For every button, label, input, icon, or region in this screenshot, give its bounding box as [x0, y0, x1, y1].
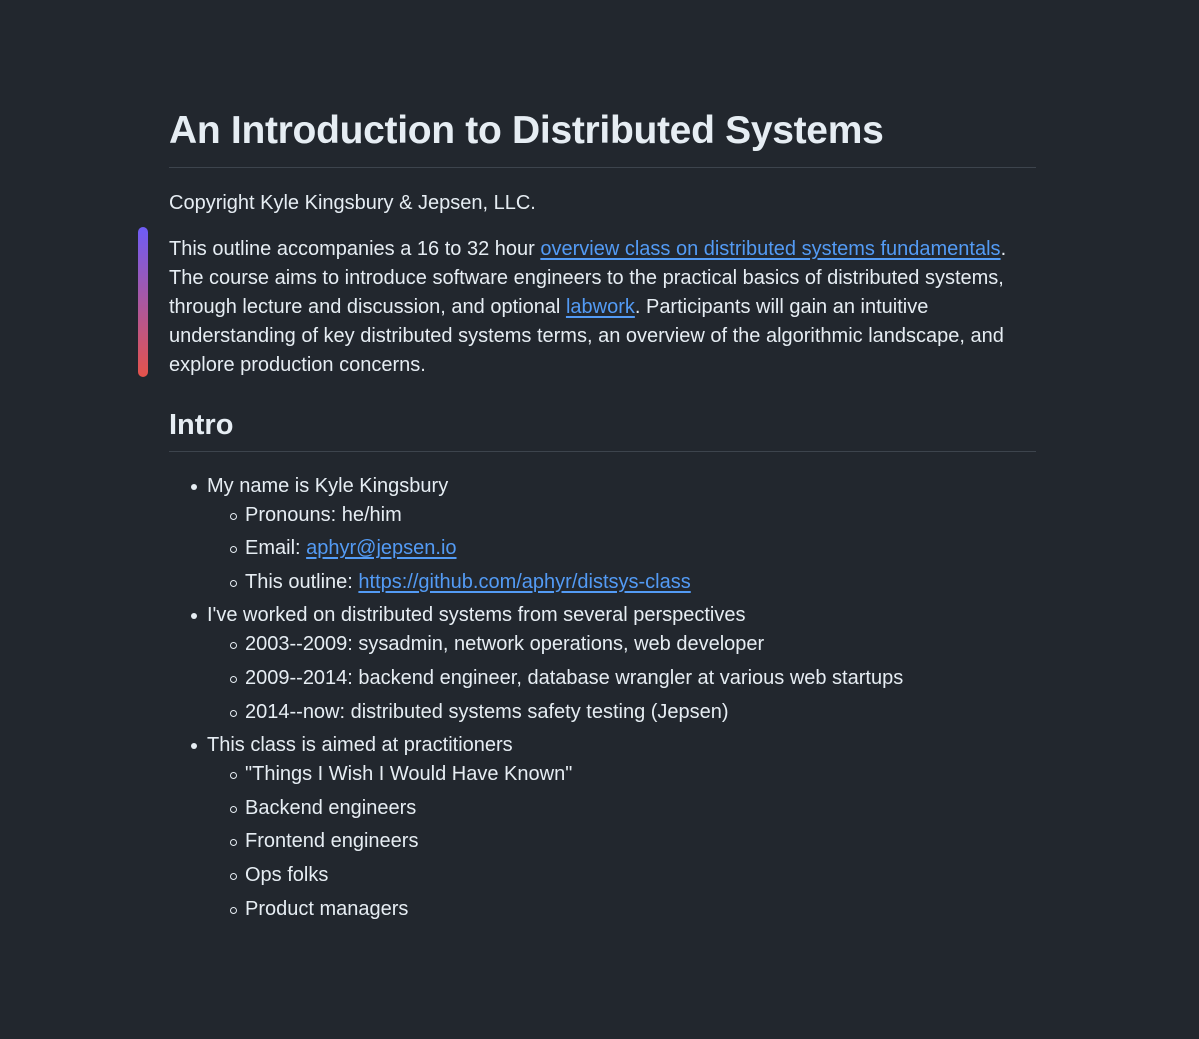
copyright-line: Copyright Kyle Kingsbury & Jepsen, LLC. [169, 191, 536, 214]
list-item-label: My name is Kyle Kingsbury [207, 474, 449, 497]
page-title: An Introduction to Distributed Systems [169, 108, 1036, 168]
sub-list-item [245, 698, 1036, 727]
sub-list-item [245, 895, 1036, 924]
circle-bullet-icon [230, 710, 237, 717]
circle-bullet-icon [230, 513, 237, 520]
sub-list-item-text: Ops folks [245, 863, 329, 886]
outline-link[interactable]: https://github.com/aphyr/distsys-class [358, 570, 691, 593]
sub-list [207, 630, 1036, 726]
section-heading-intro: Intro [169, 408, 1036, 452]
sub-list-item [245, 534, 1036, 563]
overview-class-link[interactable]: overview class on distributed systems fundamentals [540, 237, 1001, 260]
pronouns-text: Pronouns: he/him [245, 503, 402, 526]
bullet-icon [191, 743, 197, 749]
circle-bullet-icon [230, 772, 237, 779]
list-item-label: This class is aimed at practitioners [207, 734, 513, 757]
list-item [207, 731, 1036, 923]
intro-text-1: This outline accompanies a 16 to 32 hour [169, 237, 541, 260]
circle-bullet-icon [230, 546, 237, 553]
bullet-icon [191, 484, 197, 490]
sub-list-item [245, 861, 1036, 890]
sub-list-item-text: 2003--2009: sysadmin, network operations, web developer [245, 633, 765, 656]
sub-list-item-text: "Things I Wish I Would Have Known" [245, 763, 573, 786]
sub-list-item [245, 630, 1036, 659]
sub-list-item [245, 760, 1036, 789]
list-item [207, 601, 1036, 726]
sub-list-item [245, 501, 1036, 530]
accent-bar [138, 227, 148, 377]
sub-list-item-text: Product managers [245, 897, 409, 920]
sub-list-item [245, 664, 1036, 693]
sub-list-item-text: Backend engineers [245, 796, 417, 819]
sub-list [207, 501, 1036, 597]
circle-bullet-icon [230, 839, 237, 846]
intro-text-2: . The course aims to introduce software engineers to the practical basics of distributed systems, through lecture and discussion, and optional [169, 237, 1007, 318]
email-link[interactable]: aphyr@jepsen.io [306, 537, 457, 560]
sub-list-item-text: 2014--now: distributed systems safety testing (Jepsen) [245, 700, 729, 723]
sub-list [207, 760, 1036, 923]
circle-bullet-icon [230, 676, 237, 683]
bullet-icon [191, 613, 197, 619]
list-item-label: I've worked on distributed systems from several perspectives [207, 604, 746, 627]
list-item [207, 472, 1036, 597]
intro-paragraph [169, 235, 1036, 380]
document [169, 108, 1036, 928]
circle-bullet-icon [230, 580, 237, 587]
circle-bullet-icon [230, 873, 237, 880]
labwork-link[interactable]: labwork [565, 295, 635, 318]
circle-bullet-icon [230, 642, 237, 649]
sub-list-item-text: Frontend engineers [245, 830, 419, 853]
circle-bullet-icon [230, 806, 237, 813]
email-label: Email: [245, 537, 307, 560]
intro-text-3: . Participants will gain an intuitive understanding of key distributed systems terms, an overview of the algorithmic landscape, and explore production concerns. [169, 295, 1004, 376]
outline-label: This outline: [245, 570, 359, 593]
sub-list-item [245, 794, 1036, 823]
intro-block [169, 235, 1036, 380]
intro-list [169, 472, 1036, 924]
sub-list-item [245, 568, 1036, 597]
sub-list-item-text: 2009--2014: backend engineer, database wrangler at various web startups [245, 666, 904, 689]
sub-list-item [245, 827, 1036, 856]
circle-bullet-icon [230, 907, 237, 914]
